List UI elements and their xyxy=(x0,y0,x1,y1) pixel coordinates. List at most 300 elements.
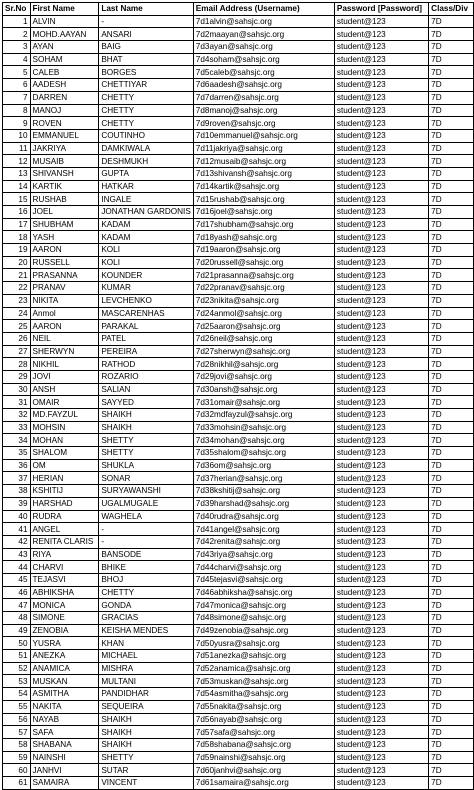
last-name-cell: VINCENT xyxy=(99,776,193,789)
sr-no-cell: 43 xyxy=(3,548,31,561)
sr-no-cell: 46 xyxy=(3,586,31,599)
password-cell: student@123 xyxy=(334,104,428,117)
sr-no-cell: 7 xyxy=(3,91,31,104)
table-row xyxy=(3,472,474,485)
last-name-cell: SHAIKH xyxy=(99,421,193,434)
last-name-cell: SUTAR xyxy=(99,764,193,777)
class-div-cell: 7D xyxy=(429,497,474,510)
class-div-cell: 7D xyxy=(429,751,474,764)
last-name-cell: MICHAEL xyxy=(99,650,193,663)
last-name-cell: - xyxy=(99,15,193,28)
sr-no-cell: 49 xyxy=(3,624,31,637)
last-name-cell: BHAT xyxy=(99,53,193,66)
sr-no-cell: 56 xyxy=(3,713,31,726)
last-name-cell: SEQUEIRA xyxy=(99,700,193,713)
table-row xyxy=(3,459,474,472)
first-name-cell: JOEL xyxy=(30,206,99,219)
last-name-cell: PANDIDHAR xyxy=(99,688,193,701)
last-name-cell: DAMKIWALA xyxy=(99,142,193,155)
password-cell: student@123 xyxy=(334,167,428,180)
password-cell: student@123 xyxy=(334,548,428,561)
class-div-cell: 7D xyxy=(429,764,474,777)
password-cell: student@123 xyxy=(334,573,428,586)
class-div-cell: 7D xyxy=(429,396,474,409)
class-div-cell: 7D xyxy=(429,129,474,142)
sr-no-cell: 2 xyxy=(3,28,31,41)
email-cell: 7d41angel@sahsjc.org xyxy=(193,523,334,536)
sr-no-cell: 8 xyxy=(3,104,31,117)
last-name-cell: KHAN xyxy=(99,637,193,650)
sr-no-cell: 58 xyxy=(3,738,31,751)
table-row xyxy=(3,485,474,498)
email-cell: 7d2maayan@sahsjc.org xyxy=(193,28,334,41)
class-div-cell: 7D xyxy=(429,548,474,561)
email-cell: 7d7darren@sahsjc.org xyxy=(193,91,334,104)
class-div-cell: 7D xyxy=(429,117,474,130)
email-cell: 7d58shabana@sahsjc.org xyxy=(193,738,334,751)
password-cell: student@123 xyxy=(334,434,428,447)
table-row xyxy=(3,434,474,447)
first-name-cell: ANEZKA xyxy=(30,650,99,663)
last-name-cell: ROZARIO xyxy=(99,370,193,383)
header-row xyxy=(3,3,474,16)
first-name-cell: SAFA xyxy=(30,726,99,739)
class-div-cell: 7D xyxy=(429,256,474,269)
password-cell: student@123 xyxy=(334,370,428,383)
first-name-cell: NAYAB xyxy=(30,713,99,726)
last-name-cell: CHETTIYAR xyxy=(99,79,193,92)
table-row xyxy=(3,713,474,726)
class-div-cell: 7D xyxy=(429,142,474,155)
password-cell: student@123 xyxy=(334,142,428,155)
email-cell: 7d49zenobia@sahsjc.org xyxy=(193,624,334,637)
first-name-cell: AARON xyxy=(30,320,99,333)
password-cell: student@123 xyxy=(334,650,428,663)
first-name-cell: MD.FAYZUL xyxy=(30,409,99,422)
last-name-cell: - xyxy=(99,523,193,536)
sr-no-cell: 34 xyxy=(3,434,31,447)
first-name-cell: DARREN xyxy=(30,91,99,104)
last-name-cell: BHIKE xyxy=(99,561,193,574)
password-cell: student@123 xyxy=(334,510,428,523)
table-row xyxy=(3,624,474,637)
last-name-cell: INGALE xyxy=(99,193,193,206)
class-div-cell: 7D xyxy=(429,294,474,307)
table-row xyxy=(3,573,474,586)
password-cell: student@123 xyxy=(334,91,428,104)
table-row xyxy=(3,294,474,307)
sr-no-cell: 28 xyxy=(3,358,31,371)
last-name-cell: CHETTY xyxy=(99,586,193,599)
sr-no-cell: 13 xyxy=(3,167,31,180)
last-name-cell: KOLI xyxy=(99,256,193,269)
email-cell: 7d61samaira@sahsjc.org xyxy=(193,776,334,789)
password-cell: student@123 xyxy=(334,459,428,472)
class-div-cell: 7D xyxy=(429,586,474,599)
password-cell: student@123 xyxy=(334,523,428,536)
first-name-cell: NIKHIL xyxy=(30,358,99,371)
email-cell: 7d5caleb@sahsjc.org xyxy=(193,66,334,79)
password-cell: student@123 xyxy=(334,776,428,789)
sr-no-cell: 57 xyxy=(3,726,31,739)
password-cell: student@123 xyxy=(334,180,428,193)
email-cell: 7d10emmanuel@sahsjc.org xyxy=(193,129,334,142)
last-name-cell: CHETTY xyxy=(99,91,193,104)
password-cell: student@123 xyxy=(334,244,428,257)
first-name-cell: MANOJ xyxy=(30,104,99,117)
class-div-cell: 7D xyxy=(429,510,474,523)
sr-no-cell: 25 xyxy=(3,320,31,333)
class-div-cell: 7D xyxy=(429,320,474,333)
email-cell: 7d38kshitij@sahsjc.org xyxy=(193,485,334,498)
table-row xyxy=(3,307,474,320)
last-name-cell: SURYAWANSHI xyxy=(99,485,193,498)
class-div-cell: 7D xyxy=(429,307,474,320)
table-row xyxy=(3,675,474,688)
table-row xyxy=(3,269,474,282)
sr-no-cell: 3 xyxy=(3,41,31,54)
first-name-cell: OMAIR xyxy=(30,396,99,409)
email-cell: 7d24anmol@sahsjc.org xyxy=(193,307,334,320)
sr-no-cell: 27 xyxy=(3,345,31,358)
sr-no-cell: 20 xyxy=(3,256,31,269)
table-row xyxy=(3,167,474,180)
sr-no-cell: 10 xyxy=(3,129,31,142)
table-row xyxy=(3,548,474,561)
class-div-cell: 7D xyxy=(429,383,474,396)
last-name-cell: SALIAN xyxy=(99,383,193,396)
password-cell: student@123 xyxy=(334,472,428,485)
sr-no-cell: 30 xyxy=(3,383,31,396)
table-row xyxy=(3,586,474,599)
first-name-cell: ASMITHA xyxy=(30,688,99,701)
first-name-cell: SIMONE xyxy=(30,612,99,625)
password-cell: student@123 xyxy=(334,612,428,625)
table-row xyxy=(3,155,474,168)
sr-no-cell: 53 xyxy=(3,675,31,688)
first-name-cell: AARON xyxy=(30,244,99,257)
table-row xyxy=(3,726,474,739)
last-name-cell: GONDA xyxy=(99,599,193,612)
header-last-name: Last Name xyxy=(99,3,193,16)
class-div-cell: 7D xyxy=(429,700,474,713)
email-cell: 7d47monica@sahsjc.org xyxy=(193,599,334,612)
header-password: Password [Password] xyxy=(334,3,428,16)
password-cell: student@123 xyxy=(334,320,428,333)
sr-no-cell: 24 xyxy=(3,307,31,320)
email-cell: 7d34mohan@sahsjc.org xyxy=(193,434,334,447)
first-name-cell: CALEB xyxy=(30,66,99,79)
email-cell: 7d9roven@sahsjc.org xyxy=(193,117,334,130)
email-cell: 7d12musaib@sahsjc.org xyxy=(193,155,334,168)
password-cell: student@123 xyxy=(334,764,428,777)
email-cell: 7d42renita@sahsjc.org xyxy=(193,535,334,548)
class-div-cell: 7D xyxy=(429,523,474,536)
email-cell: 7d50yusra@sahsjc.org xyxy=(193,637,334,650)
password-cell: student@123 xyxy=(334,79,428,92)
header-first-name: First Name xyxy=(30,3,99,16)
class-div-cell: 7D xyxy=(429,637,474,650)
last-name-cell: MASCARENHAS xyxy=(99,307,193,320)
sr-no-cell: 45 xyxy=(3,573,31,586)
table-row xyxy=(3,41,474,54)
last-name-cell: JONATHAN GARDONIS xyxy=(99,206,193,219)
password-cell: student@123 xyxy=(334,117,428,130)
table-row xyxy=(3,751,474,764)
first-name-cell: NIKITA xyxy=(30,294,99,307)
class-div-cell: 7D xyxy=(429,66,474,79)
password-cell: student@123 xyxy=(334,269,428,282)
class-div-cell: 7D xyxy=(429,104,474,117)
class-div-cell: 7D xyxy=(429,675,474,688)
first-name-cell: SAMAIRA xyxy=(30,776,99,789)
class-div-cell: 7D xyxy=(429,358,474,371)
table-row xyxy=(3,561,474,574)
class-div-cell: 7D xyxy=(429,231,474,244)
table-row xyxy=(3,612,474,625)
last-name-cell: GRACIAS xyxy=(99,612,193,625)
last-name-cell: SHAIKH xyxy=(99,409,193,422)
password-cell: student@123 xyxy=(334,53,428,66)
first-name-cell: NAKITA xyxy=(30,700,99,713)
last-name-cell: BORGES xyxy=(99,66,193,79)
email-cell: 7d21prasanna@sahsjc.org xyxy=(193,269,334,282)
class-div-cell: 7D xyxy=(429,726,474,739)
last-name-cell: BHOJ xyxy=(99,573,193,586)
class-div-cell: 7D xyxy=(429,53,474,66)
first-name-cell: RENITA CLARIS xyxy=(30,535,99,548)
email-cell: 7d11jakriya@sahsjc.org xyxy=(193,142,334,155)
first-name-cell: HERIAN xyxy=(30,472,99,485)
table-row xyxy=(3,396,474,409)
email-cell: 7d16joel@sahsjc.org xyxy=(193,206,334,219)
last-name-cell: DESHMUKH xyxy=(99,155,193,168)
last-name-cell: MISHRA xyxy=(99,662,193,675)
last-name-cell: SHAIKH xyxy=(99,713,193,726)
email-cell: 7d44charvi@sahsjc.org xyxy=(193,561,334,574)
header-sr-no: Sr.No xyxy=(3,3,31,16)
sr-no-cell: 32 xyxy=(3,409,31,422)
sr-no-cell: 14 xyxy=(3,180,31,193)
sr-no-cell: 18 xyxy=(3,231,31,244)
password-cell: student@123 xyxy=(334,396,428,409)
last-name-cell: SAYYED xyxy=(99,396,193,409)
last-name-cell: ANSARI xyxy=(99,28,193,41)
sr-no-cell: 21 xyxy=(3,269,31,282)
table-row xyxy=(3,421,474,434)
password-cell: student@123 xyxy=(334,332,428,345)
table-row xyxy=(3,79,474,92)
first-name-cell: YASH xyxy=(30,231,99,244)
first-name-cell: ABHIKSHA xyxy=(30,586,99,599)
sr-no-cell: 35 xyxy=(3,447,31,460)
sr-no-cell: 29 xyxy=(3,370,31,383)
first-name-cell: AYAN xyxy=(30,41,99,54)
class-div-cell: 7D xyxy=(429,447,474,460)
sr-no-cell: 52 xyxy=(3,662,31,675)
password-cell: student@123 xyxy=(334,41,428,54)
table-body xyxy=(3,15,474,789)
password-cell: student@123 xyxy=(334,700,428,713)
class-div-cell: 7D xyxy=(429,91,474,104)
email-cell: 7d23nikita@sahsjc.org xyxy=(193,294,334,307)
last-name-cell: SHAIKH xyxy=(99,726,193,739)
last-name-cell: KOLI xyxy=(99,244,193,257)
first-name-cell: MUSAIB xyxy=(30,155,99,168)
table-row xyxy=(3,104,474,117)
first-name-cell: ANGEL xyxy=(30,523,99,536)
class-div-cell: 7D xyxy=(429,409,474,422)
class-div-cell: 7D xyxy=(429,218,474,231)
first-name-cell: MOHSIN xyxy=(30,421,99,434)
table-row xyxy=(3,332,474,345)
last-name-cell: SHETTY xyxy=(99,434,193,447)
class-div-cell: 7D xyxy=(429,573,474,586)
sr-no-cell: 9 xyxy=(3,117,31,130)
email-cell: 7d59nainshi@sahsjc.org xyxy=(193,751,334,764)
sr-no-cell: 44 xyxy=(3,561,31,574)
table-row xyxy=(3,15,474,28)
sr-no-cell: 31 xyxy=(3,396,31,409)
sr-no-cell: 1 xyxy=(3,15,31,28)
last-name-cell: COUTINHO xyxy=(99,129,193,142)
first-name-cell: JOVI xyxy=(30,370,99,383)
password-cell: student@123 xyxy=(334,738,428,751)
first-name-cell: ROVEN xyxy=(30,117,99,130)
class-div-cell: 7D xyxy=(429,599,474,612)
table-row xyxy=(3,776,474,789)
last-name-cell: UGALMUGALE xyxy=(99,497,193,510)
password-cell: student@123 xyxy=(334,751,428,764)
email-cell: 7d3ayan@sahsjc.org xyxy=(193,41,334,54)
sr-no-cell: 16 xyxy=(3,206,31,219)
first-name-cell: SHABANA xyxy=(30,738,99,751)
table-row xyxy=(3,244,474,257)
table-row xyxy=(3,447,474,460)
class-div-cell: 7D xyxy=(429,155,474,168)
email-cell: 7d31omair@sahsjc.org xyxy=(193,396,334,409)
table-row xyxy=(3,91,474,104)
table-row xyxy=(3,383,474,396)
first-name-cell: RUSHAB xyxy=(30,193,99,206)
sr-no-cell: 60 xyxy=(3,764,31,777)
password-cell: student@123 xyxy=(334,383,428,396)
email-cell: 7d17shubham@sahsjc.org xyxy=(193,218,334,231)
email-cell: 7d25aaron@sahsjc.org xyxy=(193,320,334,333)
first-name-cell: EMMANUEL xyxy=(30,129,99,142)
email-cell: 7d43riya@sahsjc.org xyxy=(193,548,334,561)
password-cell: student@123 xyxy=(334,586,428,599)
last-name-cell: KADAM xyxy=(99,231,193,244)
last-name-cell: RATHOD xyxy=(99,358,193,371)
password-cell: student@123 xyxy=(334,15,428,28)
class-div-cell: 7D xyxy=(429,206,474,219)
password-cell: student@123 xyxy=(334,218,428,231)
email-cell: 7d51anezka@sahsjc.org xyxy=(193,650,334,663)
sr-no-cell: 17 xyxy=(3,218,31,231)
email-cell: 7d33mohsin@sahsjc.org xyxy=(193,421,334,434)
class-div-cell: 7D xyxy=(429,472,474,485)
last-name-cell: WAGHELA xyxy=(99,510,193,523)
last-name-cell: KUMAR xyxy=(99,282,193,295)
table-row xyxy=(3,370,474,383)
last-name-cell: - xyxy=(99,535,193,548)
first-name-cell: MOHAN xyxy=(30,434,99,447)
header-email: Email Address (Username) xyxy=(193,3,334,16)
password-cell: student@123 xyxy=(334,129,428,142)
table-row xyxy=(3,662,474,675)
table-row xyxy=(3,523,474,536)
table-row xyxy=(3,231,474,244)
password-cell: student@123 xyxy=(334,485,428,498)
last-name-cell: LEVCHENKO xyxy=(99,294,193,307)
table-row xyxy=(3,193,474,206)
first-name-cell: SHERWYN xyxy=(30,345,99,358)
password-cell: student@123 xyxy=(334,345,428,358)
sr-no-cell: 15 xyxy=(3,193,31,206)
email-cell: 7d57safa@sahsjc.org xyxy=(193,726,334,739)
password-cell: student@123 xyxy=(334,256,428,269)
class-div-cell: 7D xyxy=(429,282,474,295)
first-name-cell: AADESH xyxy=(30,79,99,92)
class-div-cell: 7D xyxy=(429,41,474,54)
email-cell: 7d46abhiksha@sahsjc.org xyxy=(193,586,334,599)
first-name-cell: JANHVI xyxy=(30,764,99,777)
sr-no-cell: 26 xyxy=(3,332,31,345)
class-div-cell: 7D xyxy=(429,244,474,257)
table-row xyxy=(3,206,474,219)
sr-no-cell: 48 xyxy=(3,612,31,625)
email-cell: 7d48simone@sahsjc.org xyxy=(193,612,334,625)
table-row xyxy=(3,256,474,269)
email-cell: 7d45tejasvi@sahsjc.org xyxy=(193,573,334,586)
first-name-cell: SHIVANSH xyxy=(30,167,99,180)
email-cell: 7d8manoj@sahsjc.org xyxy=(193,104,334,117)
last-name-cell: PATEL xyxy=(99,332,193,345)
email-cell: 7d22pranav@sahsjc.org xyxy=(193,282,334,295)
first-name-cell: ALVIN xyxy=(30,15,99,28)
last-name-cell: SHETTY xyxy=(99,751,193,764)
password-cell: student@123 xyxy=(334,193,428,206)
class-div-cell: 7D xyxy=(429,193,474,206)
last-name-cell: KOUNDER xyxy=(99,269,193,282)
email-cell: 7d13shivansh@sahsjc.org xyxy=(193,167,334,180)
table-row xyxy=(3,650,474,663)
email-cell: 7d1alvin@sahsjc.org xyxy=(193,15,334,28)
table-row xyxy=(3,218,474,231)
table-row xyxy=(3,535,474,548)
first-name-cell: OM xyxy=(30,459,99,472)
table-row xyxy=(3,117,474,130)
table-row xyxy=(3,738,474,751)
email-cell: 7d15rushab@sahsjc.org xyxy=(193,193,334,206)
last-name-cell: MULTANI xyxy=(99,675,193,688)
class-div-cell: 7D xyxy=(429,15,474,28)
class-div-cell: 7D xyxy=(429,650,474,663)
password-cell: student@123 xyxy=(334,497,428,510)
first-name-cell: ANAMICA xyxy=(30,662,99,675)
class-div-cell: 7D xyxy=(429,776,474,789)
table-row xyxy=(3,180,474,193)
first-name-cell: KSHITIJ xyxy=(30,485,99,498)
table-row xyxy=(3,28,474,41)
first-name-cell: RUSSELL xyxy=(30,256,99,269)
first-name-cell: NEIL xyxy=(30,332,99,345)
sr-no-cell: 12 xyxy=(3,155,31,168)
first-name-cell: SOHAM xyxy=(30,53,99,66)
sr-no-cell: 42 xyxy=(3,535,31,548)
class-div-cell: 7D xyxy=(429,624,474,637)
